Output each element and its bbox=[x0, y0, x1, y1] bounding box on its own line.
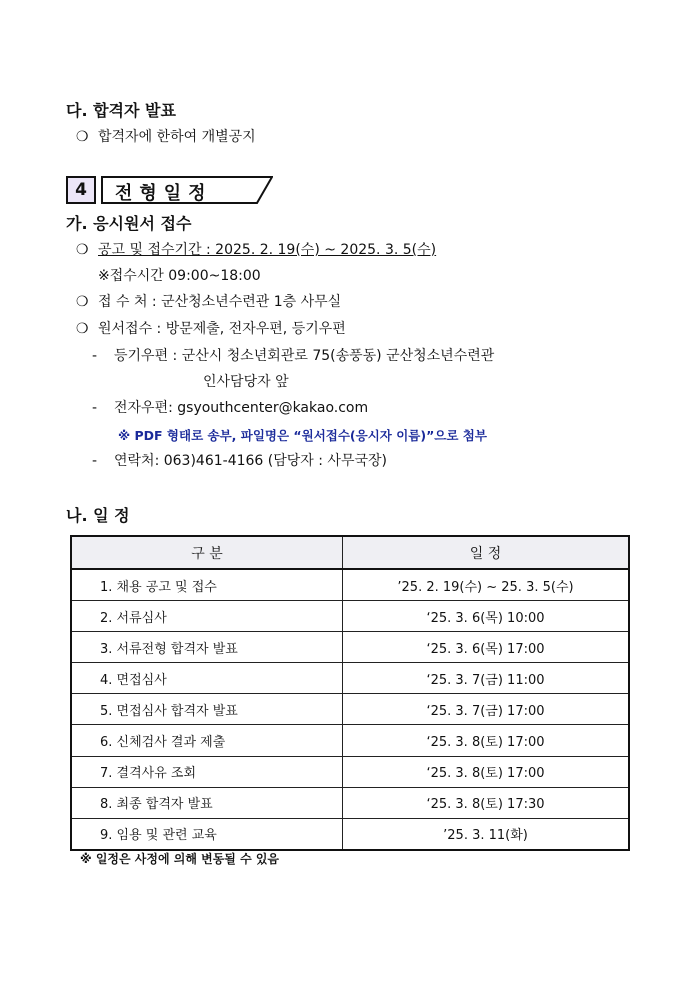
place-text: 접 수 처 : 군산청소년수련관 1층 사무실 bbox=[98, 294, 342, 310]
table-row bbox=[71, 818, 629, 850]
row-item: 5. 면접심사 합격자 발표 bbox=[71, 694, 343, 725]
row-date: ‘25. 3. 8(토) 17:00 bbox=[343, 725, 630, 756]
pdf-note: ※ PDF 형태로 송부, 파일명은 “원서접수(응시자 이름)”으로 첨부 bbox=[118, 428, 487, 443]
table-header-row bbox=[71, 536, 629, 569]
section-ga-heading: 가. 응시원서 접수 bbox=[66, 214, 192, 233]
row-date: ‘25. 3. 8(토) 17:00 bbox=[343, 756, 630, 787]
schedule-table bbox=[70, 535, 630, 851]
table-row bbox=[71, 601, 629, 632]
row-date: ‘25. 3. 6(목) 17:00 bbox=[343, 632, 630, 663]
row-item: 8. 최종 합격자 발표 bbox=[71, 787, 343, 818]
email-line bbox=[92, 397, 368, 417]
row-item: 4. 면접심사 bbox=[71, 663, 343, 694]
dash-mark: - bbox=[92, 400, 98, 416]
contact-line bbox=[92, 450, 387, 470]
row-date: ‘25. 3. 8(토) 17:30 bbox=[343, 787, 630, 818]
table-row bbox=[71, 569, 629, 601]
method-line bbox=[76, 318, 346, 338]
dash-mark: - bbox=[92, 453, 98, 469]
section-number-box: 4 bbox=[66, 176, 96, 204]
row-item: 9. 임용 및 관련 교육 bbox=[71, 818, 343, 850]
email-text: 전자우편: gsyouthcenter@kakao.com bbox=[114, 400, 369, 416]
section-title: 전형일정 bbox=[115, 183, 213, 204]
bullet-circle: ❍ bbox=[76, 242, 89, 258]
row-date: ‘25. 3. 7(금) 17:00 bbox=[343, 694, 630, 725]
section-da-heading: 다. 합격자 발표 bbox=[66, 101, 176, 120]
section-na-heading: 나. 일 정 bbox=[66, 506, 130, 525]
bullet-circle: ❍ bbox=[76, 294, 89, 310]
section-da-item bbox=[76, 126, 256, 146]
bullet-circle: ❍ bbox=[76, 321, 89, 337]
dash-mark: - bbox=[92, 348, 98, 364]
header-schedule: 일 정 bbox=[343, 536, 630, 569]
table-row bbox=[71, 787, 629, 818]
method-text: 원서접수 : 방문제출, 전자우편, 등기우편 bbox=[98, 321, 346, 337]
row-date: ’25. 3. 11(화) bbox=[343, 818, 630, 850]
row-date: ’25. 2. 19(수) ~ 25. 3. 5(수) bbox=[343, 569, 630, 601]
table-row bbox=[71, 663, 629, 694]
table-row bbox=[71, 756, 629, 787]
contact-text: 연락처: 063)461-4166 (담당자 : 사무국장) bbox=[114, 453, 387, 469]
period-line bbox=[76, 239, 436, 259]
table-row bbox=[71, 694, 629, 725]
hours-note: ※접수시간 09:00~18:00 bbox=[98, 268, 261, 284]
mail-line bbox=[92, 345, 494, 365]
schedule-footnote: ※ 일정은 사정에 의해 변동될 수 있음 bbox=[80, 852, 280, 866]
row-date: ‘25. 3. 6(목) 10:00 bbox=[343, 601, 630, 632]
period-text: 공고 및 접수기간 : 2025. 2. 19(수) ~ 2025. 3. 5(수) bbox=[98, 242, 437, 258]
table-row bbox=[71, 725, 629, 756]
section-title-box bbox=[101, 176, 273, 204]
mail-text: 등기우편 : 군산시 청소년회관로 75(송풍동) 군산청소년수련관 bbox=[114, 348, 495, 364]
mail-line-2: 인사담당자 앞 bbox=[203, 374, 289, 390]
row-item: 1. 채용 공고 및 접수 bbox=[71, 569, 343, 601]
row-item: 6. 신체검사 결과 제출 bbox=[71, 725, 343, 756]
row-item: 2. 서류심사 bbox=[71, 601, 343, 632]
table-row bbox=[71, 632, 629, 663]
row-item: 3. 서류전형 합격자 발표 bbox=[71, 632, 343, 663]
header-category: 구 분 bbox=[71, 536, 343, 569]
bullet-circle: ❍ bbox=[76, 129, 89, 145]
announcement-text: 합격자에 한하여 개별공지 bbox=[98, 129, 256, 145]
row-item: 7. 결격사유 조회 bbox=[71, 756, 343, 787]
row-date: ‘25. 3. 7(금) 11:00 bbox=[343, 663, 630, 694]
place-line bbox=[76, 291, 341, 311]
